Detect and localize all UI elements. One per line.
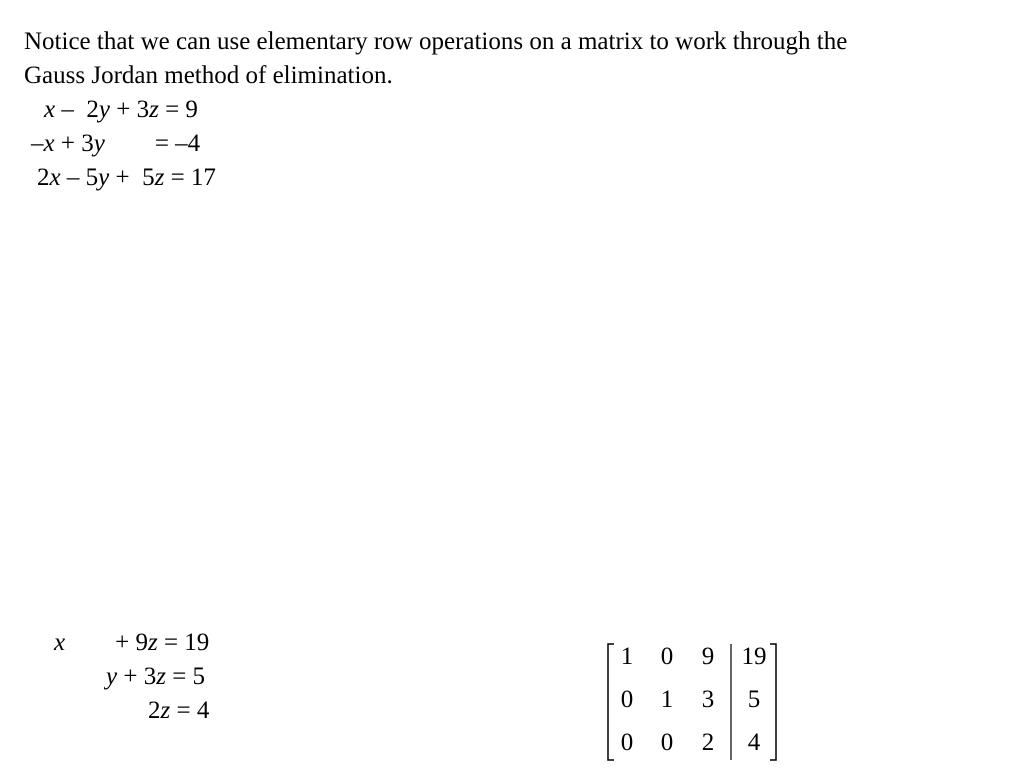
- term: + 3: [117, 663, 157, 690]
- matrix-cell: 5: [747, 686, 761, 713]
- intro-line-1: Notice that we can use elementary row operations on a matrix to work through the: [24, 28, 848, 55]
- reduced-equation-2: [106, 660, 205, 694]
- reduced-equation-1: [54, 626, 209, 660]
- var-x: x: [44, 96, 56, 123]
- term: –: [31, 130, 44, 157]
- term: + 3: [109, 96, 150, 123]
- term: = 9: [158, 96, 198, 123]
- var-y: y: [98, 96, 110, 123]
- var-z: z: [154, 164, 165, 191]
- var-y: y: [106, 663, 118, 690]
- var-x: x: [54, 629, 66, 656]
- matrix-cell: 0: [620, 686, 634, 713]
- var-z: z: [147, 629, 158, 656]
- term: = 5: [165, 663, 206, 690]
- right-bracket: [770, 644, 776, 760]
- intro-text: [24, 25, 1004, 93]
- var-z: z: [156, 663, 166, 690]
- matrix-cell: 9: [701, 643, 715, 670]
- equation-2: [31, 127, 200, 161]
- var-x: x: [43, 130, 55, 157]
- intro-line-2: Gauss Jordan method of elimination.: [24, 62, 393, 89]
- term: = 19: [157, 629, 210, 656]
- equation-3: [37, 161, 216, 195]
- matrix-cell: 19: [741, 643, 767, 670]
- term: + 5: [109, 164, 155, 191]
- equation-1: [44, 93, 198, 127]
- matrix-cell: 0: [660, 729, 674, 756]
- matrix-cell: 3: [701, 686, 715, 713]
- term: = 4: [170, 697, 210, 724]
- var-y: y: [98, 164, 110, 191]
- augmented-matrix: [604, 640, 780, 764]
- var-y: y: [93, 130, 105, 157]
- term: 2: [37, 164, 50, 191]
- term: – 2: [55, 96, 99, 123]
- term: 2: [148, 697, 161, 724]
- term: – 5: [60, 164, 99, 191]
- matrix-cell: 2: [701, 729, 715, 756]
- matrix-cell: 1: [660, 686, 674, 713]
- matrix-cell: 4: [747, 729, 761, 756]
- term: = –4: [104, 130, 201, 157]
- reduced-equation-3: [148, 694, 209, 728]
- matrix-cell: 1: [620, 643, 634, 670]
- term: + 3: [54, 130, 94, 157]
- matrix-cell: 0: [620, 729, 634, 756]
- term: = 17: [164, 164, 216, 191]
- matrix-cell: 0: [660, 643, 674, 670]
- var-z: z: [160, 697, 171, 724]
- var-x: x: [49, 164, 61, 191]
- term: + 9: [65, 629, 148, 656]
- var-z: z: [149, 96, 159, 123]
